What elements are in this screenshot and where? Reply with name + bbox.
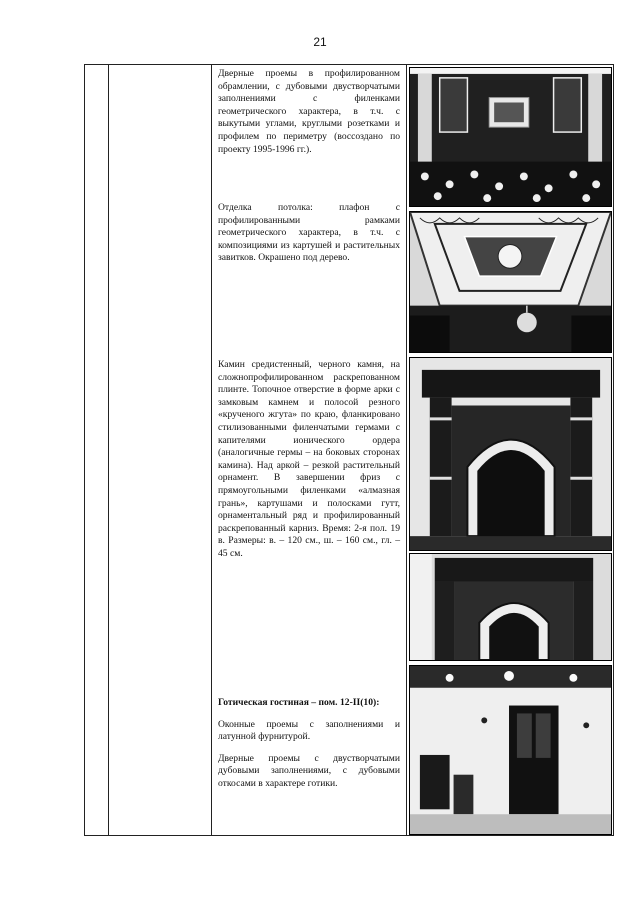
entry-heading: Готическая гостиная – пом. 12-II(10): xyxy=(218,697,380,708)
entry-gothic-room xyxy=(218,697,400,800)
entry-text: Дверные проемы с двустворчатыми дубовыми заполнениями, с дубовыми откосами в характере готики. xyxy=(218,752,400,789)
description-table xyxy=(84,64,614,836)
photo-ceiling xyxy=(409,211,612,353)
column-divider xyxy=(406,65,407,835)
entry-text: Отделка потолка: плафон с профилированными рамками геометрического характера, в т.ч. с композициями из картушей и растительных завитков. Окрашено под дерево. xyxy=(218,202,400,264)
column-divider xyxy=(211,65,212,835)
entry-text: Оконные проемы с заполнениями и латунной фурнитурой. xyxy=(218,718,400,743)
column-divider xyxy=(108,65,109,835)
photo-gothic-room xyxy=(409,665,612,835)
entry-text: Камин средистенный, черного камня, на сложнопрофилированном раскрепованном плинте. Топочное отверстие в форме арки с замковым камнем и полосой резного «крученого жгута» по краю, фланкировано стилизованными филенчатыми гермами с капителями ионического ордера (аналогичные гермы – на боковых сторонах камина). Над аркой – резкой растительный орнамент. В завершении фриз с прямоугольными филенками «алмазная грань», картушами и полосками гутт, орнаментальный ряд и профилированный раскрепованный карниз. Время: 2-я пол. 19 в. Размеры: в. – 120 см., ш. – 160 см., гл. – 45 см. xyxy=(218,359,400,559)
entry-ceiling xyxy=(218,202,400,274)
page-number: 21 xyxy=(313,35,327,49)
entry-text: Дверные проемы в профилированном обрамлении, с дубовыми двустворчатыми заполнениями с филенками геометрического характера, в т.ч. с выкутыми углами, круглыми розетками и профилем по периметру (воссоздано по проекту 1995-1996 гг.). xyxy=(218,68,400,155)
entry-doorways xyxy=(218,68,400,165)
photo-fireplace xyxy=(409,357,612,551)
photo-interior-hall xyxy=(409,67,612,207)
entry-fireplace xyxy=(218,359,400,570)
photo-fireplace-detail xyxy=(409,553,612,661)
